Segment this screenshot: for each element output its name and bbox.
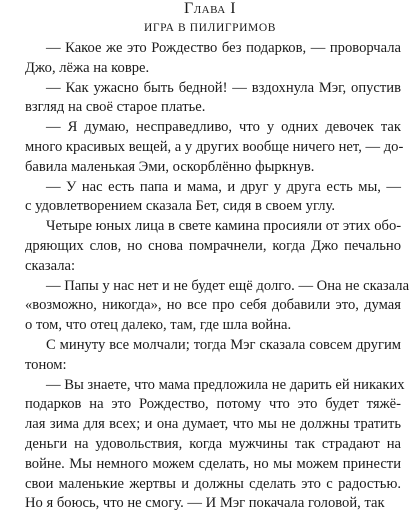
text-line: — Папы у нас нет и не будет ещё долго. — Она не сказала bbox=[46, 277, 410, 294]
paragraph bbox=[25, 217, 401, 276]
paragraph bbox=[25, 336, 401, 376]
text-line: с удовлетворением сказала Бет, сидя в своем углу. bbox=[25, 198, 335, 215]
body-text bbox=[25, 39, 410, 514]
text-line: С минуту все молчали; тогда Мэг сказала совсем другим bbox=[46, 336, 401, 353]
text-line: Четыре юных лица в свете камина просияли от этих обо- bbox=[46, 218, 402, 235]
paragraph bbox=[25, 118, 404, 177]
text-line: — У нас есть папа и мама, и друг у друга есть мы, — bbox=[46, 178, 401, 195]
text-line: войне. Мы немного можем сделать, но мы можем принести bbox=[25, 455, 401, 472]
text-line: лая зима для всех; и она думает, что мы не должны тратить bbox=[25, 416, 401, 433]
paragraph bbox=[25, 376, 405, 514]
text-line: «возможно, никогда», но все про себя добавили это, думая bbox=[25, 297, 401, 314]
text-line: Джо, лёжа на ковре. bbox=[25, 59, 150, 76]
paragraph bbox=[25, 79, 401, 119]
text-line: взгляд на своё старое платье. bbox=[25, 99, 206, 116]
text-line: Но я боюсь, что не смогу. — И Мэг покачала головой, так bbox=[25, 495, 385, 512]
text-line: о том, что отец далеко, там, где шла война. bbox=[25, 317, 292, 334]
chapter-label: Глава I bbox=[183, 0, 237, 17]
text-line: свои маленькие жертвы и должны сделать это с радостью. bbox=[25, 475, 401, 492]
text-line: сказала: bbox=[25, 257, 76, 274]
text-line: бавила маленькая Эми, оскорблённо фыркнув. bbox=[25, 158, 315, 175]
text-line: тоном: bbox=[25, 356, 67, 373]
text-line: дряющих слов, но снова помрачнели, когда Джо печально bbox=[25, 237, 401, 254]
text-line: — Я думаю, несправедливо, что у одних девочек так bbox=[46, 119, 401, 136]
chapter-title: ИГРА В ПИЛИГРИМОВ bbox=[143, 22, 277, 34]
paragraph bbox=[25, 178, 401, 218]
text-line: — Вы знаете, что мама предложила не дарить ей никаких bbox=[46, 376, 405, 393]
text-line: — Какое же это Рождество без подарков, — проворчала bbox=[46, 40, 401, 56]
text-line: много красивых вещей, а у других вообще ничего нет, — до- bbox=[25, 138, 404, 155]
text-line: подарков на это Рождество, потому что это будет тяжё- bbox=[25, 396, 401, 413]
paragraph bbox=[25, 39, 401, 79]
paragraph bbox=[25, 277, 410, 336]
text-line: — Как ужасно быть бедной! — вздохнула Мэг, опустив bbox=[46, 79, 401, 96]
text-line: деньги на удовольствия, когда мужчины так страдают на bbox=[25, 435, 401, 452]
